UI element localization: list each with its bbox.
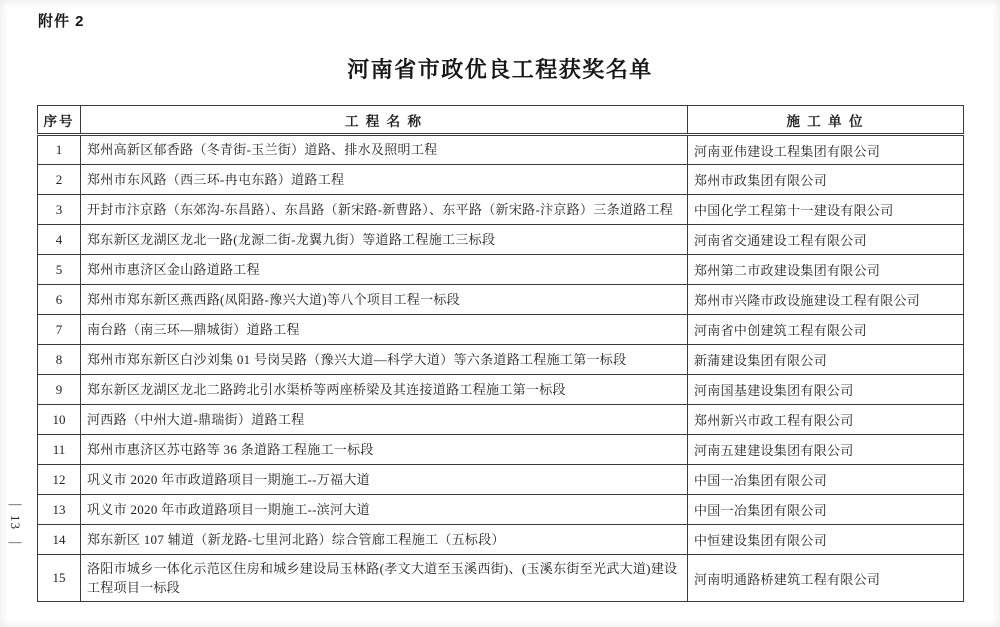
row-index: 1	[38, 135, 81, 165]
construction-unit: 郑州新兴市政工程有限公司	[688, 405, 964, 435]
construction-unit: 河南国基建设集团有限公司	[688, 375, 964, 405]
row-index: 6	[38, 285, 81, 315]
col-header-project-name: 工 程 名 称	[81, 106, 688, 135]
project-name: 郑州市东风路（西三环-冉屯东路）道路工程	[81, 165, 688, 195]
project-name: 洛阳市城乡一体化示范区住房和城乡建设局玉林路(孝文大道至玉溪西街)、(玉溪东街至光武大道)建设工程项目一标段	[81, 555, 688, 602]
project-name: 郑州市惠济区金山路道路工程	[81, 255, 688, 285]
table-row	[38, 225, 964, 255]
project-name: 巩义市 2020 年市政道路项目一期施工--滨河大道	[81, 495, 688, 525]
project-name: 郑东新区龙湖区龙北二路跨北引水渠桥等两座桥梁及其连接道路工程施工第一标段	[81, 375, 688, 405]
page-number-dash-bottom: —	[8, 533, 22, 549]
awards-table	[37, 105, 964, 602]
col-header-index: 序号	[38, 106, 81, 135]
construction-unit: 中国一冶集团有限公司	[688, 465, 964, 495]
row-index: 14	[38, 525, 81, 555]
project-name: 郑州市惠济区苏屯路等 36 条道路工程施工一标段	[81, 435, 688, 465]
table-row	[38, 495, 964, 525]
row-index: 3	[38, 195, 81, 225]
header-row	[38, 106, 964, 135]
project-name: 郑州市郑东新区白沙刘集 01 号岗吴路（豫兴大道—科学大道）等六条道路工程施工第一标段	[81, 345, 688, 375]
row-index: 13	[38, 495, 81, 525]
row-index: 7	[38, 315, 81, 345]
row-index: 12	[38, 465, 81, 495]
project-name: 郑州高新区郁香路（冬青街-玉兰街）道路、排水及照明工程	[81, 135, 688, 165]
attachment-label: 附件 2	[38, 13, 85, 30]
row-index: 9	[38, 375, 81, 405]
table-row	[38, 435, 964, 465]
table-row	[38, 345, 964, 375]
project-name: 郑东新区龙湖区龙北一路(龙源二街-龙翼九街）等道路工程施工三标段	[81, 225, 688, 255]
table-row	[38, 315, 964, 345]
col-header-construction-unit: 施 工 单 位	[688, 106, 964, 135]
project-name: 郑东新区 107 辅道（新龙路-七里河北路）综合管廊工程施工（五标段）	[81, 525, 688, 555]
row-index: 15	[38, 555, 81, 602]
table-row	[38, 465, 964, 495]
page-number-dash-top: —	[8, 495, 22, 511]
page-number-value: 13	[7, 514, 23, 530]
row-index: 11	[38, 435, 81, 465]
page-number	[2, 462, 28, 582]
construction-unit: 新蒲建设集团有限公司	[688, 345, 964, 375]
table-row	[38, 195, 964, 225]
construction-unit: 中国化学工程第十一建设有限公司	[688, 195, 964, 225]
table-row	[38, 255, 964, 285]
row-index: 10	[38, 405, 81, 435]
table-row	[38, 285, 964, 315]
table-row	[38, 375, 964, 405]
row-index: 5	[38, 255, 81, 285]
page-title: 河南省市政优良工程获奖名单	[347, 57, 653, 82]
table-row	[38, 555, 964, 602]
project-name: 巩义市 2020 年市政道路项目一期施工--万福大道	[81, 465, 688, 495]
table-row	[38, 405, 964, 435]
construction-unit: 河南明通路桥建筑工程有限公司	[688, 555, 964, 602]
table-row	[38, 135, 964, 165]
table-row	[38, 165, 964, 195]
construction-unit: 郑州第二市政建设集团有限公司	[688, 255, 964, 285]
row-index: 4	[38, 225, 81, 255]
construction-unit: 郑州市政集团有限公司	[688, 165, 964, 195]
construction-unit: 河南亚伟建设工程集团有限公司	[688, 135, 964, 165]
construction-unit: 河南五建建设集团有限公司	[688, 435, 964, 465]
project-name: 南台路（南三环—鼎城街）道路工程	[81, 315, 688, 345]
construction-unit: 中国一冶集团有限公司	[688, 495, 964, 525]
construction-unit: 河南省交通建设工程有限公司	[688, 225, 964, 255]
construction-unit: 郑州市兴隆市政设施建设工程有限公司	[688, 285, 964, 315]
row-index: 2	[38, 165, 81, 195]
construction-unit: 河南省中创建筑工程有限公司	[688, 315, 964, 345]
table-body	[38, 135, 964, 602]
project-name: 郑州市郑东新区燕西路(凤阳路-豫兴大道)等八个项目工程一标段	[81, 285, 688, 315]
row-index: 8	[38, 345, 81, 375]
construction-unit: 中恒建设集团有限公司	[688, 525, 964, 555]
project-name: 河西路（中州大道-鼎瑞街）道路工程	[81, 405, 688, 435]
project-name: 开封市汴京路（东郊沟-东昌路）、东昌路（新宋路-新曹路）、东平路（新宋路-汴京路）三条道路工程	[81, 195, 688, 225]
table-row	[38, 525, 964, 555]
table-header	[38, 106, 964, 135]
